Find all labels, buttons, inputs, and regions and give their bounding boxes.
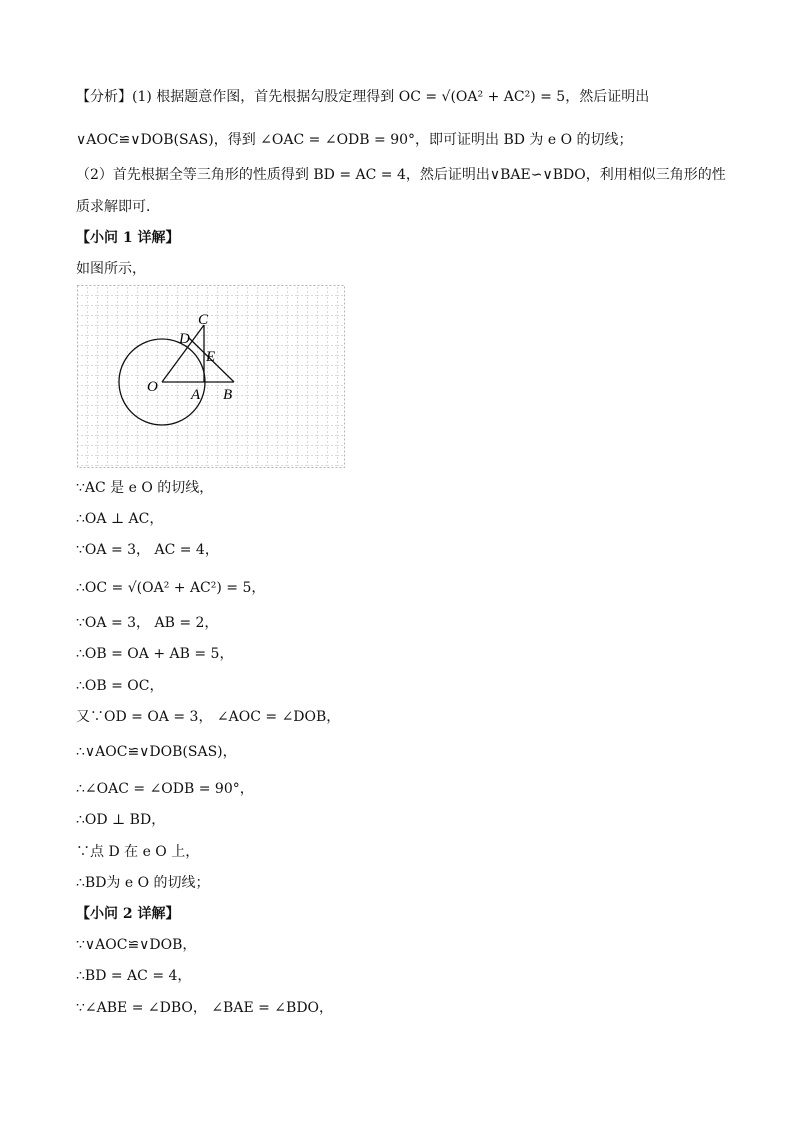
part2-step: ∴BD = AC = 4，: [76, 968, 192, 984]
part1-heading: 【小问 1 详解】: [76, 230, 180, 246]
part1-step: ∵OA = 3， AC = 4，: [76, 542, 219, 558]
part1-step: ∴OB = OA + AB = 5，: [76, 646, 234, 662]
part2-step: ∵∠ABE = ∠DBO， ∠BAE = ∠BDO，: [76, 1000, 334, 1016]
part1-step: 又∵OD = OA = 3， ∠AOC = ∠DOB，: [76, 709, 341, 725]
grid-background: [78, 286, 345, 468]
part1-step: ∵AC 是 e O 的切线，: [76, 480, 214, 496]
label-c: C: [198, 312, 209, 328]
part1-step: ∴∨AOC≌∨DOB(SAS)，: [76, 744, 237, 760]
part1-step: ∴∠OAC = ∠ODB = 90°，: [76, 781, 254, 797]
part1-step: ∴OC = √(OA² + AC²) = 5，: [76, 580, 266, 596]
label-o: O: [147, 379, 158, 395]
part2-step: ∵∨AOC≌∨DOB，: [76, 937, 197, 953]
part1-step: ∴OB = OC，: [76, 678, 164, 694]
analysis-line-2: ∨AOC≌∨DOB(SAS)，得到 ∠OAC = ∠ODB = 90°，即可证明出 BD 为 e O 的切线；: [76, 132, 633, 148]
analysis-line-1: 【分析】(1) 根据题意作图，首先根据勾股定理得到 OC = √(OA² + AC²) = 5，然后证明出: [76, 89, 650, 105]
part1-step: ∴OA ⊥ AC，: [76, 511, 164, 527]
part2-heading: 【小问 2 详解】: [76, 906, 180, 922]
label-e: E: [206, 349, 216, 365]
analysis-line-4: 质求解即可．: [76, 199, 160, 215]
part1-step: ∵点 D 在 e O 上，: [76, 844, 200, 860]
label-a: A: [191, 387, 201, 403]
geometry-figure: [77, 285, 345, 468]
part1-step: ∴BD为 e O 的切线；: [76, 875, 210, 891]
label-d: D: [179, 331, 190, 347]
part1-step: ∴OD ⊥ BD，: [76, 812, 166, 828]
analysis-line-3: （2）首先根据全等三角形的性质得到 BD = AC = 4，然后证明出∨BAE∽∨BDO，利用相似三角形的性: [76, 167, 726, 183]
part1-intro: 如图所示，: [76, 261, 146, 277]
label-b: B: [223, 387, 233, 403]
part1-step: ∵OA = 3， AB = 2，: [76, 615, 219, 631]
